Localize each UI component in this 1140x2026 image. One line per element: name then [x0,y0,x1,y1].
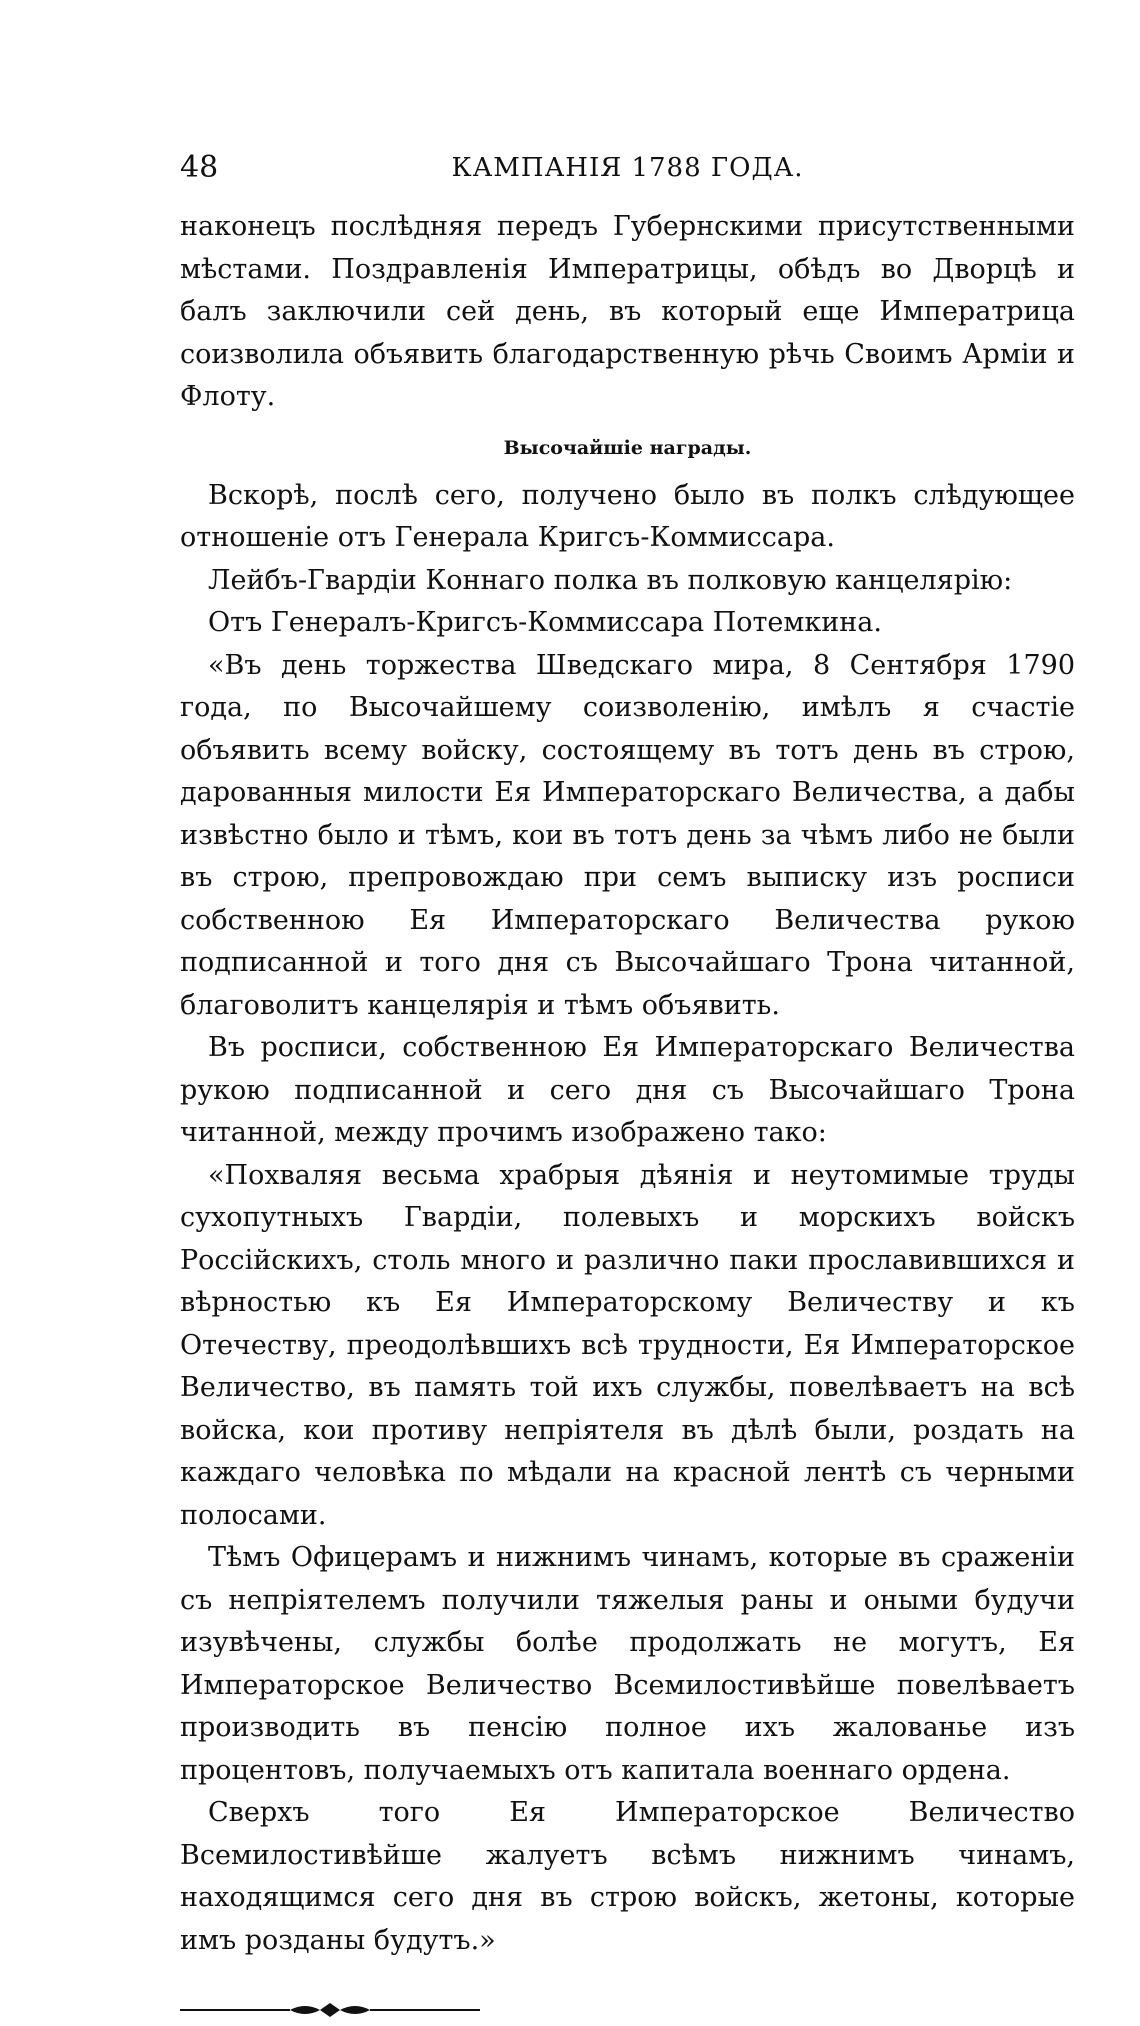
page-header [180,148,1075,188]
paragraph-sender: Отъ Генералъ-Кригсъ-Коммиссара Потемкина. [208,607,882,638]
section-heading: Высочайшіе награды. [503,436,752,459]
paragraph-tokens: Сверхъ того Ея Императорское Величество Всемилостивѣйше жалуетъ всѣмъ нижнимъ чинамъ, находящимся сего дня въ строю войскъ, жетоны, которые имъ розданы будутъ.» [180,1797,1075,1956]
page-number: 48 [180,150,219,185]
paragraph-continuation: наконецъ послѣдняя передъ Губернскими присутственными мѣстами. Поздравленія Императрицы, обѣдъ во Дворцѣ и балъ заключили сей день, въ который еще Императрица соизволила объявить благодарственную рѣчь Своимъ Арміи и Флоту. [180,211,1075,412]
ornament-divider-icon [180,1998,480,2022]
running-title: КАМПАНІЯ 1788 ГОДА. [451,153,804,183]
paragraph-pension: Тѣмъ Офицерамъ и нижнимъ чинамъ, которые въ сраженіи съ непріятелемъ получили тяжелыя раны и оными будучи изувѣчены, службы болѣе продолжать не могутъ, Ея Императорское Величество Всемилостивѣйше повелѣваетъ производить въ пенсію полное ихъ жалованье изъ процентовъ, получаемыхъ отъ капитала военнаго ордена. [180,1542,1075,1786]
paragraph-intro: Вскорѣ, послѣ сего, получено было въ полкъ слѣдующее отношеніе отъ Генерала Кригсъ-Коммиссара. [180,479,1075,553]
paragraph-address: Лейбъ-Гвардіи Коннаго полка въ полковую канцелярію: [208,564,1013,596]
book-page [180,148,1075,2026]
paragraph-medals: «Похваляя весьма храбрыя дѣянія и неутомимые труды сухопутныхъ Гвардіи, полевыхъ и морскихъ войскъ Россійскихъ, столь много и различно паки прославившихся и вѣрностью къ Ея Императорскому Величеству и къ Отечеству, преодолѣвшихъ всѣ трудности, Ея Императорское Величество, въ память той ихъ службы, повелѣваетъ на всѣ войска, кои противу непріятеля въ дѣлѣ были, роздать на каждаго человѣка по мѣдали на красной лентѣ съ черными полосами. [180,1159,1075,1531]
paragraph-roster: Въ росписи, собственною Ея Императорскаго Величества рукою подписанной и сего дня съ Высочайшаго Трона читанной, между прочимъ изображено тако: [180,1032,1075,1148]
paragraph-letter: «Въ день торжества Шведскаго мира, 8 Сентября 1790 года, по Высочайшему соизволенію, имѣлъ я счастіе объявить всему войску, состоящему въ тотъ день въ строю, дарованныя милости Ея Императорскаго Величества, а дабы извѣстно было и тѣмъ, кои въ тотъ день за чѣмъ либо не были въ строю, препровождаю при семъ выписку изъ росписи собственною Ея Императорскаго Величества рукою подписанной и того дня съ Высочайшаго Трона читанной, благоволитъ канцелярія и тѣмъ объявить. [180,649,1075,1021]
